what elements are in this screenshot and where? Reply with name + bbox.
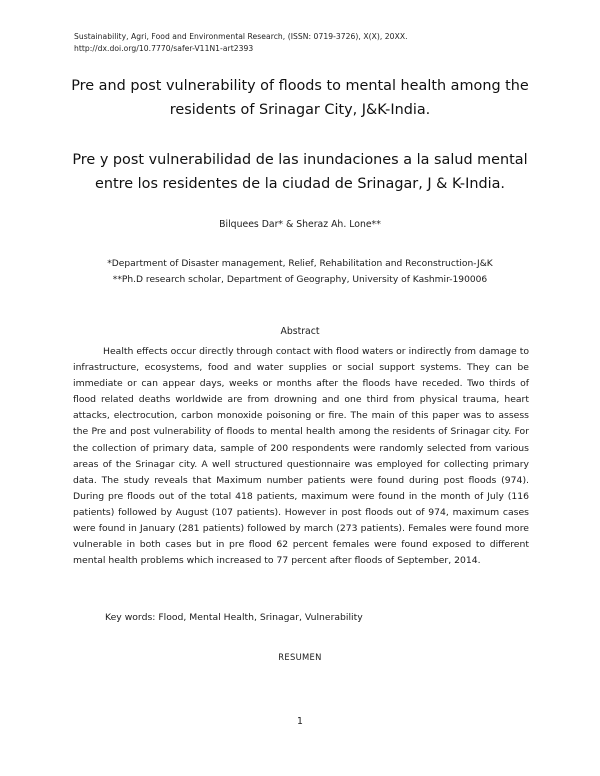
doi-link[interactable]: http://dx.doi.org/10.7770/safer-V11N1-art2393 (74, 44, 254, 53)
journal-citation: Sustainability, Agri, Food and Environmental Research, (ISSN: 0719-3726), X(X), 20XX. (74, 32, 408, 41)
title-spanish (40, 148, 560, 196)
affiliation-2: **Ph.D research scholar, Department of Geography, University of Kashmir-190006 (112, 275, 488, 285)
title-spanish-line-2: entre los residentes de la ciudad de Srinagar, J & K-India. (95, 176, 505, 192)
page-number: 1 (297, 716, 303, 727)
abstract-heading: Abstract (280, 326, 320, 337)
journal-header (74, 31, 408, 55)
title-spanish-line-1: Pre y post vulnerabilidad de las inundaciones a la salud mental (72, 152, 528, 168)
title-english-line-1: Pre and post vulnerability of floods to mental health among the (71, 78, 529, 94)
resumen-heading: RESUMEN (278, 652, 322, 662)
abstract-body: Health effects occur directly through contact with flood waters or indirectly from damage to infrastructure, ecosystems, food and water supplies or social support systems. They can be immediate or can appear days, weeks or months after the floods have receded. Two thirds of flood related deaths worldwide are from drowning and one third from physical trauma, heart attacks, electrocution, carbon monoxide poisoning or fire. The main of this paper was to assess the Pre and post vulnerability of floods to mental health among the residents of Srinagar city. For the collection of primary data, sample of 200 respondents were randomly selected from various areas of the Srinagar city. A well structured questionnaire was employed for collecting primary data. The study reveals that Maximum number patients were found during post floods (974). During pre floods out of the total 418 patients, maximum were found in the month of July (116 patients) followed by August (107 patients). However in post floods out of 974, maximum cases were found in January (281 patients) followed by march (273 patients). Females were found more vulnerable in both cases but in pre flood 62 percent females were found exposed to different mental health problems which increased to 77 percent after floods of September, 2014. (73, 346, 529, 567)
authors: Bilquees Dar* & Sheraz Ah. Lone** (219, 219, 381, 230)
affiliations (0, 256, 600, 288)
keywords: Key words: Flood, Mental Health, Srinagar, Vulnerability (105, 612, 363, 623)
title-english-line-2: residents of Srinagar City, J&K-India. (169, 102, 431, 118)
title-english (40, 74, 560, 122)
affiliation-1: *Department of Disaster management, Relief, Rehabilitation and Reconstruction-J&K (107, 259, 493, 269)
